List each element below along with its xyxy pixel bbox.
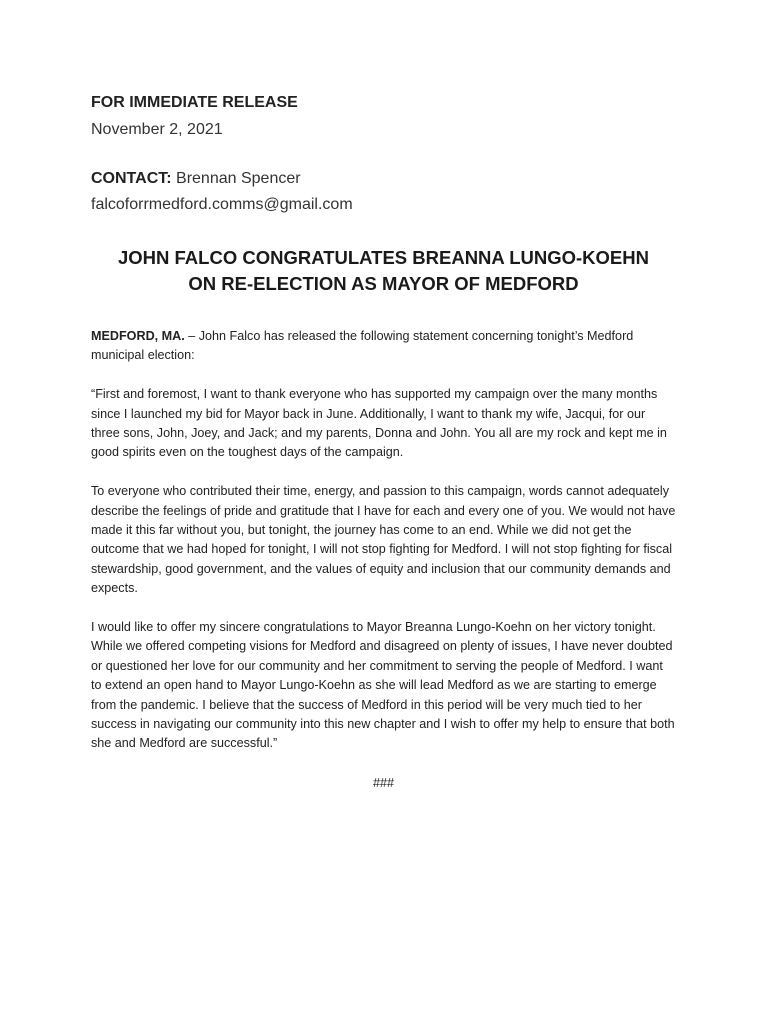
headline (91, 245, 676, 297)
statement-paragraph-2: To everyone who contributed their time, energy, and passion to this campaign, words cannot adequately describe the feelings of pride and gratitude that I have for each and every one of you. We would not have made it this far without you, but tonight, the journey has come to an end. While we did not get the outcome that we had hoped for tonight, I will not stop fighting for Medford. I will not stop fighting for fiscal stewardship, good government, and the values of equity and inclusion that our community demands and expects. (91, 484, 676, 596)
headline-line-1: JOHN FALCO CONGRATULATES BREANNA LUNGO-KOEHN (117, 247, 649, 268)
contact-name: Brennan Spencer (176, 170, 301, 187)
intro-text: – John Falco has released the following statement concerning tonight’s Medford municipal election: (91, 329, 634, 363)
press-release-document (91, 93, 676, 793)
intro-paragraph (91, 327, 676, 366)
contact-line (91, 169, 676, 189)
statement-paragraph-3: I would like to offer my sincere congratulations to Mayor Breanna Lungo-Koehn on her victory tonight. While we offered competing visions for Medford and disagreed on plenty of issues, I have never doubted or questioned her love for our community and her commitment to serving the people of Medford. I want to extend an open hand to Mayor Lungo-Koehn as she will lead Medford as we are starting to emerge from the pandemic. I believe that the success of Medford in this period will be very much tied to her success in navigating our community into this new chapter and I wish to offer my help to ensure that both she and Medford are successful.” (91, 620, 675, 751)
headline-line-2: ON RE-ELECTION AS MAYOR OF MEDFORD (188, 273, 579, 294)
dateline: MEDFORD, MA. (91, 329, 185, 343)
contact-label: CONTACT: (91, 170, 172, 187)
end-mark: ### (372, 775, 394, 790)
contact-email: falcoforrmedford.comms@gmail.com (91, 196, 353, 213)
statement-paragraph-1: “First and foremost, I want to thank everyone who has supported my campaign over the many months since I launched my bid for Mayor back in June. Additionally, I want to thank my wife, Jacqui, for our three sons, John, Joey, and Jack; and my parents, Donna and John. You all are my rock and kept me in good spirits even on the toughest days of the campaign. (91, 387, 667, 460)
release-date: November 2, 2021 (91, 121, 223, 138)
release-label: FOR IMMEDIATE RELEASE (91, 94, 298, 111)
